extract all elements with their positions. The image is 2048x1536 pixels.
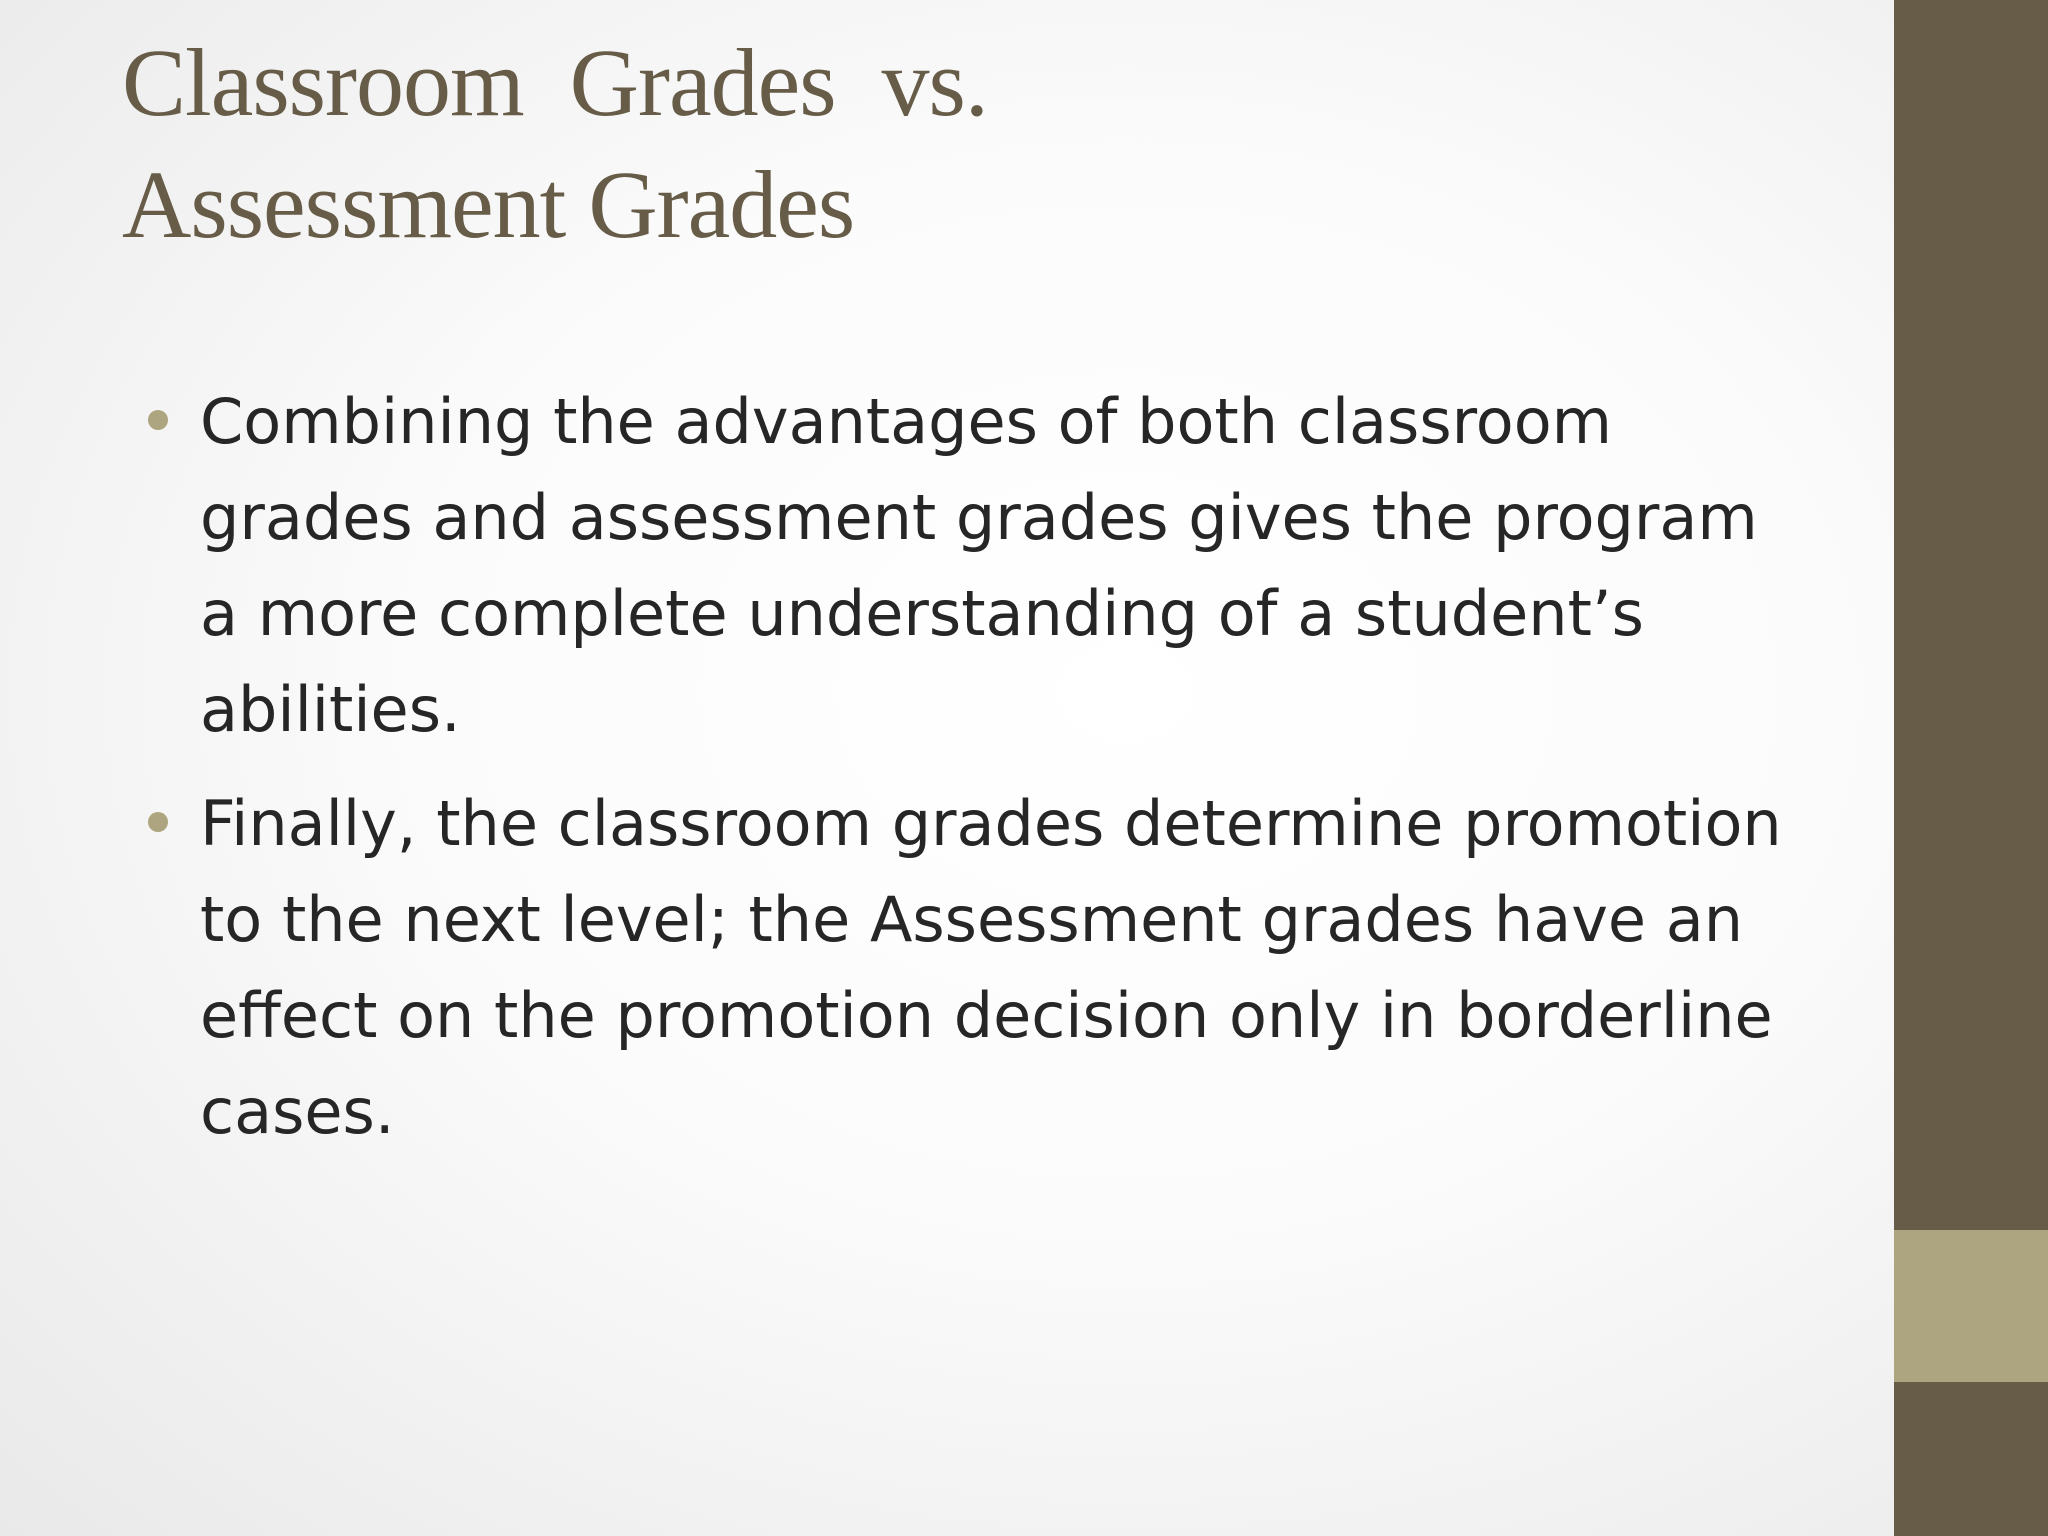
bullet-text: Combining the advantages of both classroom grades and assessment grades gives the program a more complete understanding of a student’s abilities. bbox=[200, 385, 1758, 746]
slide-title bbox=[122, 22, 1522, 266]
bullet-list bbox=[148, 374, 1808, 1178]
bullet-dot-icon bbox=[148, 812, 168, 832]
bullet-item bbox=[148, 776, 1808, 1160]
bullet-item bbox=[148, 374, 1808, 758]
title-line-1: Classroom Grades vs. bbox=[122, 29, 988, 136]
sidebar-accent-block bbox=[1894, 1230, 2048, 1382]
bullet-text: Finally, the classroom grades determine promotion to the next level; the Assessment grades have an effect on the promotion decision only in borderline cases. bbox=[200, 787, 1782, 1148]
bullet-dot-icon bbox=[148, 410, 168, 430]
title-line-2: Assessment Grades bbox=[122, 151, 855, 258]
